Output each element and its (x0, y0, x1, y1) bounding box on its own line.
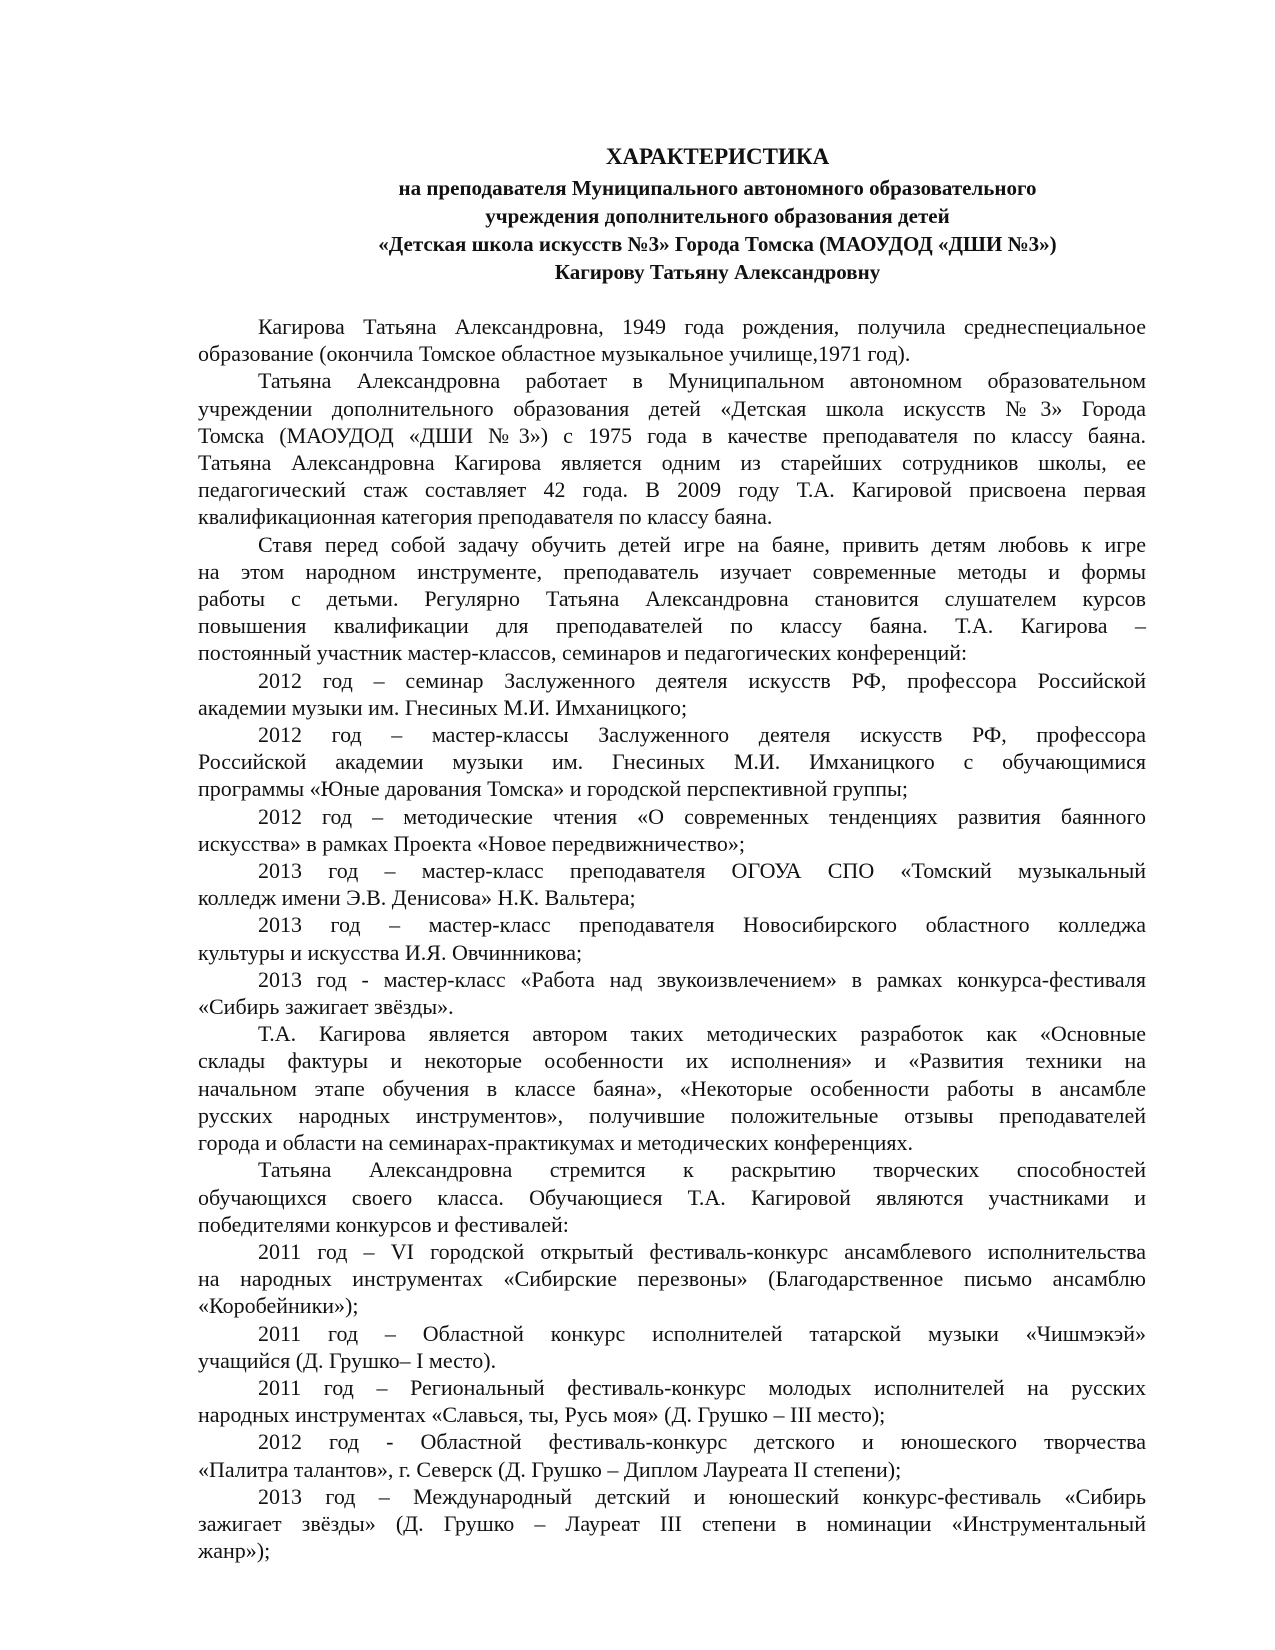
paragraph (198, 667, 1146, 721)
text-line: города и области на семинарах-практикумах и методических конференциях. (198, 1130, 914, 1156)
paragraph (198, 1020, 1146, 1156)
text-line: обучающихся своего класса. Обучающиеся Т.А. Кагировой являются участниками и (198, 1184, 1146, 1210)
paragraph (198, 857, 1146, 911)
text-line: квалификационная категория преподавателя по классу баяна. (198, 504, 773, 530)
text-line: 2011 год – Региональный фестиваль-конкурс молодых исполнителей на русских (258, 1374, 1146, 1400)
text-line: Татьяна Александровна Кагирова является одним из старейших сотрудников школы, ее (198, 450, 1146, 476)
text-line: образование (окончила Томское областное музыкальное училище,1971 год). (198, 341, 911, 367)
paragraph (198, 1483, 1146, 1565)
paragraph (198, 1374, 1146, 1428)
text-line: работы с детьми. Регулярно Татьяна Александровна становится слушателем курсов (198, 586, 1146, 612)
paragraph (198, 1156, 1146, 1238)
text-line: склады фактуры и некоторые особенности их исполнения» и «Развития техники на (198, 1048, 1146, 1074)
text-line: «Коробейники»); (198, 1293, 359, 1319)
text-line: зажигает звёзды» (Д. Грушко – Лауреат III степени в номинации «Инструментальный (198, 1510, 1146, 1536)
text-line: на этом народном инструменте, преподаватель изучает современные методы и формы (198, 558, 1146, 584)
text-line: 2012 год – методические чтения «О современных тенденциях развития баянного (258, 803, 1146, 829)
text-line: Ставя перед собой задачу обучить детей игре на баяне, привить детям любовь к игре (258, 531, 1146, 557)
text-line: постоянный участник мастер-классов, семинаров и педагогических конференций: (198, 640, 968, 666)
title-line: Кагирову Татьяну Александровну (554, 260, 881, 284)
title-line: учреждения дополнительного образования детей (485, 204, 950, 228)
text-line: «Палитра талантов», г. Северск (Д. Грушко – Диплом Лауреата II степени); (198, 1456, 902, 1482)
document-body (198, 313, 1146, 1564)
text-line: жанр»); (198, 1538, 271, 1564)
paragraph (198, 367, 1146, 530)
text-line: педагогический стаж составляет 42 года. В 2009 году Т.А. Кагировой присвоена первая (198, 477, 1146, 503)
title-line: «Детская школа искусств №3» Города Томска (МАОУДОД «ДШИ №3») (378, 232, 1057, 256)
text-line: Российской академии музыки им. Гнесиных М.И. Имханицкого с обучающимися (198, 749, 1146, 775)
text-line: «Сибирь зажигает звёзды». (198, 994, 454, 1020)
text-line: искусства» в рамках Проекта «Новое передвижничество»; (198, 830, 745, 856)
text-line: Кагирова Татьяна Александровна, 1949 года рождения, получила среднеспециальное (258, 314, 1146, 339)
text-line: программы «Юные дарования Томска» и городской перспективной группы; (198, 776, 908, 802)
text-line: народных инструментах «Славься, ты, Русь моя» (Д. Грушко – III место); (198, 1402, 886, 1428)
title-line: на преподавателя Муниципального автономного образовательного (398, 176, 1037, 200)
text-line: Томска (МАОУДОД «ДШИ №3») с 1975 года в качестве преподавателя по классу баяна. (198, 422, 1146, 448)
text-line: 2013 год – Международный детский и юношеский конкурс-фестиваль «Сибирь (258, 1483, 1146, 1509)
paragraph (198, 966, 1146, 1020)
text-line: начальном этапе обучения в классе баяна», «Некоторые особенности работы в ансамбле (198, 1075, 1146, 1101)
text-line: победителями конкурсов и фестивалей: (198, 1211, 569, 1237)
text-line: 2013 год – мастер-класс преподавателя Новосибирского областного колледжа (258, 912, 1146, 938)
text-line: Татьяна Александровна стремится к раскрытию творческих способностей (258, 1157, 1146, 1183)
text-line: культуры и искусства И.Я. Овчинникова; (198, 939, 583, 965)
document-header (0, 140, 1275, 286)
text-line: на народных инструментах «Сибирские перезвоны» (Благодарственное письмо ансамблю (198, 1266, 1146, 1292)
text-line: учащийся (Д. Грушко– I место). (198, 1347, 497, 1373)
text-line: 2012 год - Областной фестиваль-конкурс детского и юношеского творчества (258, 1429, 1146, 1455)
paragraph (198, 313, 1146, 367)
text-line: русских народных инструментов», получившие положительные отзывы преподавателей (198, 1102, 1146, 1128)
text-line: Татьяна Александровна работает в Муниципальном автономном образовательном (258, 368, 1146, 394)
text-line: Т.А. Кагирова является автором таких методических разработок как «Основные (258, 1021, 1146, 1047)
text-line: учреждении дополнительного образования детей «Детская школа искусств №3» Города (198, 395, 1146, 421)
paragraph (198, 1320, 1146, 1374)
document-title: ХАРАКТЕРИСТИКА (605, 144, 830, 169)
paragraph (198, 1428, 1146, 1482)
paragraph (198, 721, 1146, 803)
text-line: 2011 год – Областной конкурс исполнителей татарской музыки «Чишмэкэй» (258, 1320, 1146, 1346)
text-line: 2011 год – VI городской открытый фестиваль-конкурс ансамблевого исполнительства (258, 1238, 1146, 1264)
paragraph (198, 803, 1146, 857)
paragraph (198, 911, 1146, 965)
text-line: 2012 год – мастер-классы Заслуженного деятеля искусств РФ, профессора (258, 722, 1146, 748)
text-line: академии музыки им. Гнесиных М.И. Имханицкого; (198, 694, 688, 720)
text-line: 2013 год - мастер-класс «Работа над звукоизвлечением» в рамках конкурса-фестиваля (258, 966, 1146, 992)
paragraph (198, 531, 1146, 667)
text-line: 2013 год – мастер-класс преподавателя ОГОУА СПО «Томский музыкальный (258, 858, 1146, 884)
text-line: повышения квалификации для преподавателей по классу баяна. Т.А. Кагирова – (198, 613, 1146, 639)
text-line: колледж имени Э.В. Денисова» Н.К. Вальтера; (198, 885, 636, 911)
paragraph (198, 1238, 1146, 1320)
text-line: 2012 год – семинар Заслуженного деятеля искусств РФ, профессора Российской (258, 667, 1146, 693)
